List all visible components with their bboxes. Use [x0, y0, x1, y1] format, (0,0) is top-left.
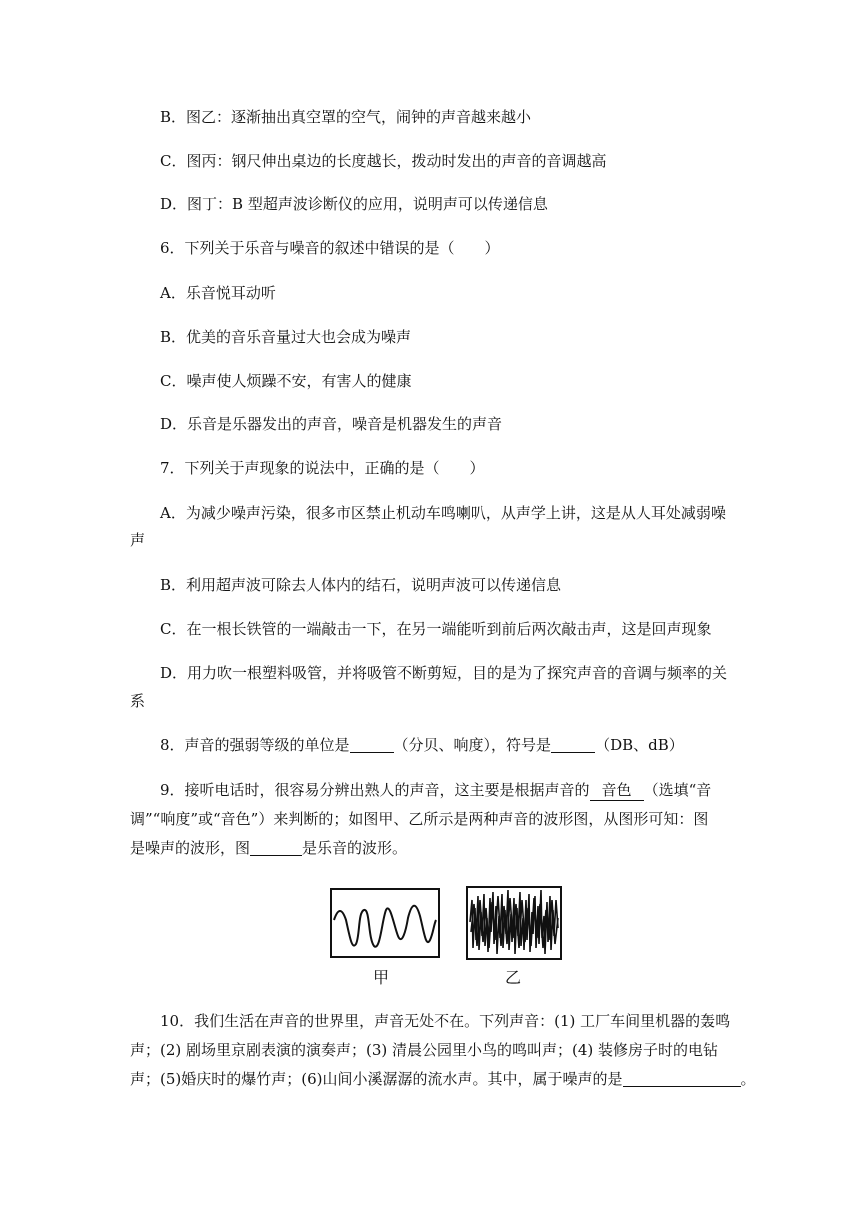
- q7-option-d-line2: 系: [130, 692, 146, 710]
- q10-line-2: 声；(2) 剧场里京剧表演的演奏声；(3) 清晨公园里小鸟的鸣叫声；(4) 装修房子时的电钻: [130, 1041, 719, 1059]
- q9-line-1: [160, 779, 711, 801]
- q7-option-a-line2: 声: [130, 531, 146, 549]
- q9-text-2: （选填“音: [643, 781, 712, 799]
- q8-blank-unit[interactable]: [350, 735, 394, 753]
- q10-line-1: 10．我们生活在声音的世界里，声音无处不在。下列声音：(1) 工厂车间里机器的轰鸣: [160, 1012, 731, 1030]
- q9-answer-filled: 音色: [590, 779, 644, 801]
- q9-blank-music[interactable]: [250, 838, 302, 856]
- q7-option-a-line1: A．为减少噪声污染，很多市区禁止机动车鸣喇叭，从声学上讲，这是从人耳处减弱噪: [160, 504, 726, 522]
- music-wave-icon: [332, 890, 438, 956]
- q6-stem: 6．下列关于乐音与噪音的叙述中错误的是（ ）: [160, 239, 500, 257]
- q10-line-3: [130, 1068, 756, 1089]
- q6-option-b: B．优美的音乐音量过大也会成为噪声: [160, 328, 412, 346]
- q7-option-d-line1: D．用力吹一根塑料吸管，并将吸管不断剪短，目的是为了探究声音的音调与频率的关: [160, 664, 728, 682]
- waveform-label-jia: 甲: [373, 968, 390, 987]
- q6-option-c: C．噪声使人烦躁不安，有害人的健康: [160, 372, 412, 390]
- q9-text-3: 是噪声的波形，图: [130, 839, 251, 857]
- waveform-yi: [466, 886, 562, 960]
- q10-text-end: 。: [740, 1070, 756, 1088]
- q8-text-3: （DB、dB）: [595, 736, 684, 754]
- question-8: [160, 734, 684, 755]
- q9-line-3: [130, 837, 407, 858]
- noise-wave-icon: [468, 888, 560, 958]
- q5-option-b: B．图乙：逐渐抽出真空罩的空气，闹钟的声音越来越小: [160, 108, 532, 126]
- q9-line-2: 调”“响度”或“音色”）来判断的；如图甲、乙所示是两种声音的波形图，从图形可知：图: [130, 810, 709, 828]
- q10-text-3: 声；(5)婚庆时的爆竹声；(6)山间小溪潺潺的流水声。其中，属于噪声的是: [130, 1070, 623, 1088]
- waveform-label-yi: 乙: [505, 968, 522, 987]
- q8-text-2: （分贝、响度），符号是: [393, 736, 552, 754]
- q10-blank-noise[interactable]: [623, 1069, 741, 1087]
- q8-blank-symbol[interactable]: [551, 735, 595, 753]
- q9-text-4: 是乐音的波形。: [302, 839, 408, 857]
- q6-option-a: A．乐音悦耳动听: [160, 284, 276, 302]
- waveform-jia: [330, 888, 440, 958]
- q7-option-b: B．利用超声波可除去人体内的结石，说明声波可以传递信息: [160, 576, 562, 594]
- q5-option-c: C．图丙：钢尺伸出桌边的长度越长，拨动时发出的声音的音调越高: [160, 152, 607, 170]
- q9-text-1: 9．接听电话时，很容易分辨出熟人的声音，这主要是根据声音的: [160, 781, 590, 799]
- q5-option-d: D．图丁：B 型超声波诊断仪的应用，说明声可以传递信息: [160, 195, 548, 213]
- q7-option-c: C．在一根长铁管的一端敲击一下，在另一端能听到前后两次敲击声，这是回声现象: [160, 620, 712, 638]
- q7-stem: 7．下列关于声现象的说法中，正确的是（ ）: [160, 459, 485, 477]
- q6-option-d: D．乐音是乐器发出的声音，噪音是机器发生的声音: [160, 415, 503, 433]
- q8-text-1: 8．声音的强弱等级的单位是: [160, 736, 350, 754]
